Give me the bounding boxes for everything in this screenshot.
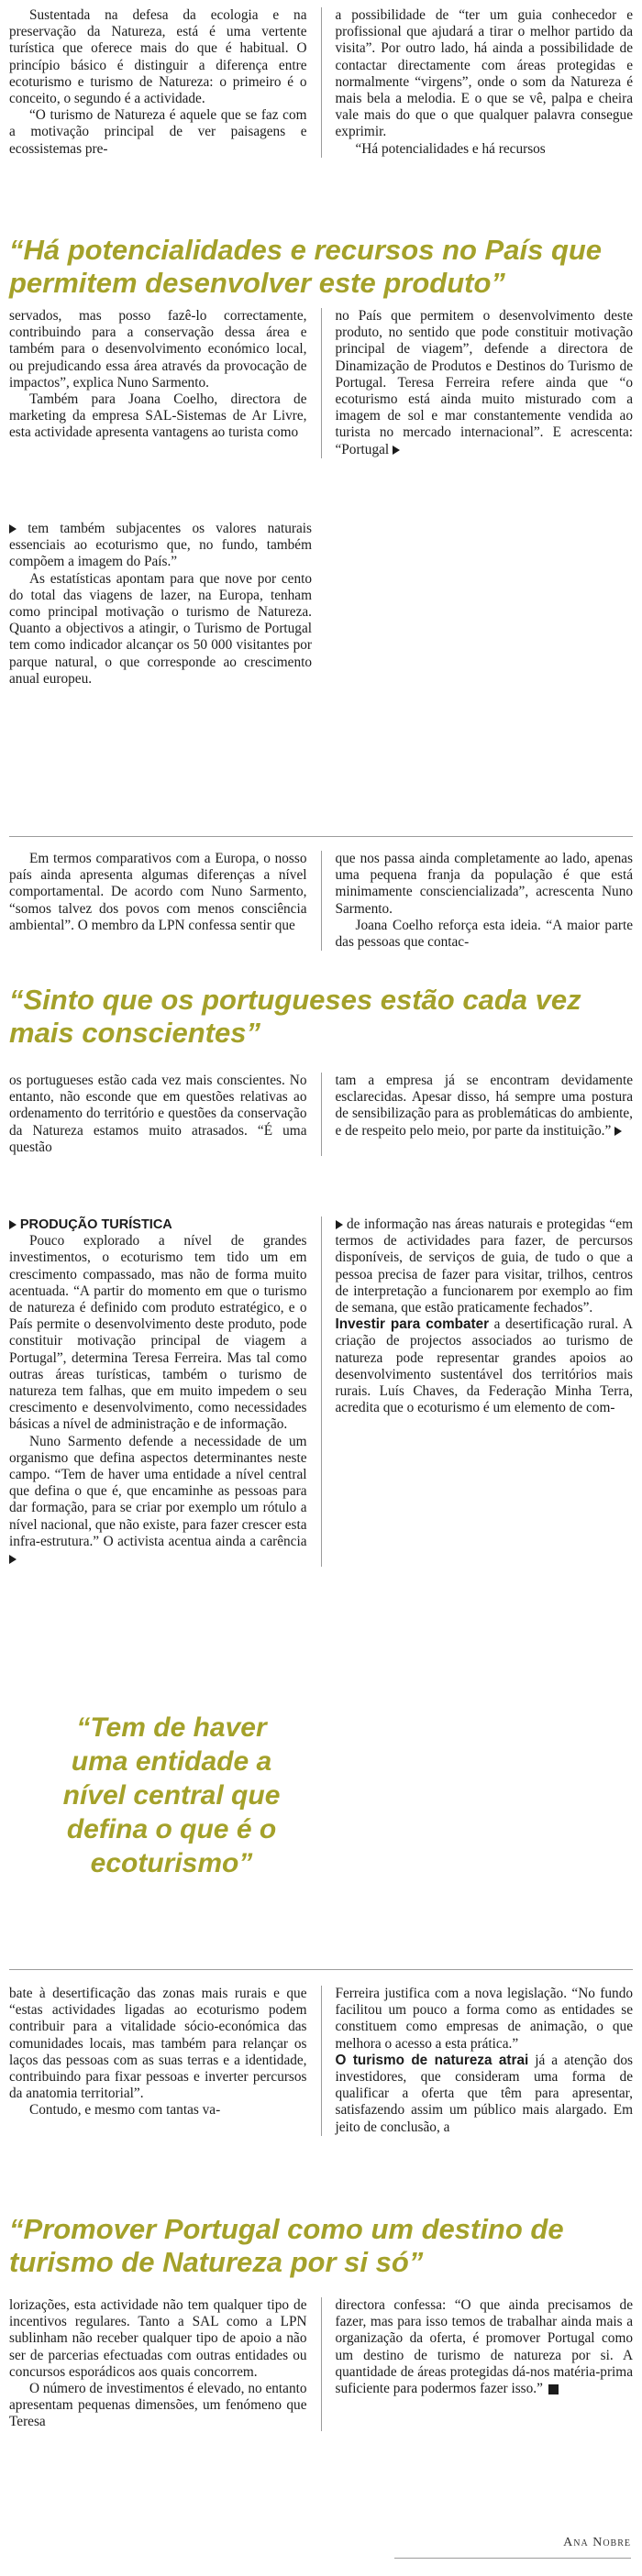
paragraph: Contudo, e mesmo com tantas va-: [29, 2102, 221, 2119]
paragraph: os portugueses estão cada vez mais conscientes. No entanto, não esconde que em questões relativas ao ordenamento do território e questões da conservação da Natureza estamos muito atrasados. “É uma questão: [9, 1073, 307, 1155]
paragraph: [336, 2297, 634, 2397]
column-left: [9, 851, 321, 951]
paragraph: Pouco explorado a nível de grandes investimentos, o ecoturismo tem tido um em crescimento compassado, mas não de forma muito acentuada. “A partir do momento em que o turismo de natureza é definido com produto estratégico, e o País permite o desenvolvimento deste produto, pode constituir motivação principal de viagem a Portugal”, determina Teresa Ferreira. Mas tal como outras áreas turísticas, também o turismo de natureza tem falhas, que em muito impedem o seu crescimento e desenvolvimento, como necessidades básicas a nível de administração e de informação.: [9, 1233, 307, 1433]
section-divider: [9, 1969, 633, 1970]
paragraph-text: a desertificação rural. A criação de projectos associados ao turismo de natureza pode representar grandes apoios ao desenvolvimento sustentável dos territórios mais rurais. Luís Chaves, da Federação Minha Terra, acredita que o ecoturismo é um elemento de com-: [335, 1316, 633, 1416]
paragraph: O número de investimentos é elevado, no entanto apresentam pequenas dimensões, um fenómeno que Teresa: [9, 2381, 307, 2430]
article-section-7: [9, 1986, 633, 2136]
paragraph: Em termos comparativos com a Europa, o nosso país ainda apresenta algumas diferenças a nível comportamental. De acordo com Nuno Sarmento, “somos talvez dos povos com menos consciência ambiental”. O membro da LPN confessa sentir que: [9, 851, 307, 933]
paragraph: [336, 308, 634, 458]
article-section-8: [9, 2297, 633, 2431]
column-right: [321, 1216, 634, 1567]
pull-quote: “Promover Portugal como um destino de turismo de Natureza por si só”: [9, 2213, 564, 2278]
article-section-2: [9, 308, 633, 458]
paragraph: servados, mas posso fazê-lo correctamente, contribuindo para a conservação dessa área e também para o desenvolvimento económico local, ou prejudicando essa área através da provocação de impactos”, explica Nuno Sarmento.: [9, 308, 307, 391]
credit-rule: [394, 2558, 631, 2559]
pull-quote: “Sinto que os portugueses estão cada vez mais conscientes”: [9, 984, 581, 1049]
column-single: [9, 521, 312, 688]
continue-arrow-icon: [614, 1127, 622, 1136]
paragraph: a possibilidade de “ter um guia conhecedor e profissional que ajudará a tirar o melhor partido da visita”. Por outro lado, há ainda a possibilidade de contactar directamente com áreas protegidas e normalmente “virgens”, onde o som da Natureza é mais bela a melodia. E o que se vê, palpa e cheira vale mais do que o que qualquer palavra consegue exprimir.: [335, 7, 633, 140]
lead-in: O turismo de natureza atrai: [335, 2052, 529, 2068]
pull-quote: “Tem de haver uma entidade a nível central que defina o que é o ecoturismo”: [62, 1712, 281, 1878]
paragraph: [9, 521, 312, 571]
subhead-line: [9, 1216, 307, 1233]
article-section-1: [9, 7, 633, 158]
paragraph-text: directora confessa: “O que ainda precisamos de fazer, mas para isso temos de trabalhar ainda mais a organização da oferta, é promover Portugal como um destino de turismo de natureza por si. A quantidade de áreas protegidas dá-nos matéria-prima suficiente para podermos fazer isso.”: [335, 2297, 633, 2397]
paragraph-text: tam a empresa já se encontram devidamente esclarecidas. Apesar disso, há sempre uma postura de sensibilização para as problemáticas do ambiente, e de respeito pelo meio, por parte da instituição.”: [335, 1073, 633, 1139]
end-of-article-icon: [548, 2384, 559, 2394]
column-left: [9, 1216, 321, 1567]
pull-quote: “Há potencialidades e recursos no País que permitem desenvolver este produto”: [9, 234, 603, 299]
column-left: [9, 1073, 321, 1156]
paragraph: bate à desertificação das zonas mais rurais e que “estas actividades ligadas ao ecoturismo podem contribuir para a vitalidade sócio-económica das comunidades locais, mas também para relançar os laços das pessoas com as suas terras e a identidade, contribuindo para fixar pessoas e inverter percursos da anatomia territorial”.: [9, 1986, 307, 2102]
article-section-5: [9, 1073, 633, 1156]
article-section-3: [9, 521, 312, 688]
column-left: [9, 1986, 321, 2136]
paragraph: As estatísticas apontam para que nove por cento do total das viagens de lazer, na Europa, tenham como principal motivação o turismo de Natureza. Quanto a objectivos a atingir, o Turismo de Portugal tem como indicador alcançar os 50 000 visitantes por parque natural, o que corresponde ao crescimento anual europeu.: [9, 570, 312, 687]
column-right: [321, 308, 634, 458]
column-right: [321, 2297, 634, 2431]
paragraph: que nos passa ainda completamente ao lado, apenas uma pequena franja da população é que está minimamente consciencializada”, acrescenta Nuno Sarmento.: [335, 851, 633, 917]
lead-in: Investir para combater: [335, 1316, 490, 1333]
paragraph: Ferreira justifica com a nova legislação. “No fundo facilitou um pouco a forma como as entidades se constituem como empresas de animação, o que melhora o acesso a esta prática.”: [335, 1986, 633, 2052]
column-right: [321, 1986, 634, 2136]
paragraph: [336, 1073, 634, 1139]
continue-arrow-icon: [393, 446, 400, 455]
paragraph: “O turismo de Natureza é aquele que se faz com a motivação principal de ver paisagens e ecossistemas pre-: [9, 107, 307, 157]
column-left: [9, 7, 321, 158]
article-section-4: [9, 851, 633, 951]
paragraph: Sustentada na defesa da ecologia e na preservação da Natureza, está é uma vertente turística que oferece mais do que é habitual. O princípio básico é distinguir a diferença entre ecoturismo e turismo de Natureza: o primeiro é o conceito, o segundo é a actividade.: [9, 7, 307, 107]
paragraph: “Há potencialidades e há recursos: [355, 140, 546, 157]
column-left: [9, 308, 321, 458]
continue-arrow-icon: [9, 524, 17, 534]
continue-arrow-icon: [9, 1555, 17, 1564]
paragraph-text: de informação nas áreas naturais e protegidas “em termos de actividades para fazer, de percursos disponíveis, de serviços de guia, de tudo o que a pessoa precisa de fazer para visitar, trilhos, centros de interpretação a funcionarem por exemplo ao fim de semana, que estão praticamente fechados”.: [335, 1216, 633, 1316]
column-right: [321, 851, 634, 951]
paragraph: lorizações, esta actividade não tem qualquer tipo de incentivos regulares. Tanto a SAL como a LPN sublinham não receber qualquer tipo de apoio a não ser de parcerias efectuadas com outras entidades ou concursos esporádicos aos quais concorrem.: [9, 2297, 307, 2380]
bullet-arrow-icon: [9, 1220, 17, 1229]
section-divider: [9, 836, 633, 837]
continue-arrow-icon: [336, 1220, 343, 1229]
paragraph: [336, 1316, 634, 1416]
paragraph: [336, 2053, 634, 2136]
paragraph-text: tem também subjacentes os valores naturais essenciais ao ecoturismo que, no fundo, também compõem a imagem do País.”: [9, 521, 312, 570]
author-credit: Ana Nobre: [563, 2536, 631, 2549]
paragraph: [9, 1434, 307, 1568]
article-section-6: [9, 1216, 633, 1567]
column-left: [9, 2297, 321, 2431]
paragraph-text: Nuno Sarmento defende a necessidade de um organismo que defina aspectos determinantes neste campo. “Tem de haver uma entidade a nível central que defina o que é, que encaminhe as pessoas para dar formação, para se criar por exemplo um rótulo a nível nacional, que não existe, para fazer crescer esta infra-estrutura.” O activista acentua ainda a carência: [9, 1433, 307, 1549]
paragraph: [336, 1216, 634, 1316]
paragraph: Joana Coelho reforça esta ideia. “A maior parte das pessoas que contac-: [335, 917, 633, 951]
section-subhead: PRODUÇÃO TURÍSTICA: [19, 1217, 172, 1232]
paragraph-text: no País que permitem o desenvolvimento deste produto, no sentido que pode constituir motivação principal de viagem”, defende a directora de Dinamização de Produtos e Destinos do Turismo de Portugal. Teresa Ferreira refere ainda que “o ecoturismo está ainda muito misturado com a imagem de sol e mar constantemente vendida ao turista no mercado internacional”. E acrescenta: “Portugal: [335, 308, 633, 457]
paragraph-text: já a atenção dos investidores, que consideram uma forma de qualificar a oferta que têm para apresentar, satisfazendo assim um público mais alargado. Em jeito de conclusão, a: [335, 2052, 633, 2135]
column-right: [321, 1073, 634, 1156]
paragraph: Também para Joana Coelho, directora de marketing da empresa SAL-Sistemas de Ar Livre, esta actividade apresenta vantagens ao turista como: [9, 391, 307, 441]
column-right: [321, 7, 634, 158]
